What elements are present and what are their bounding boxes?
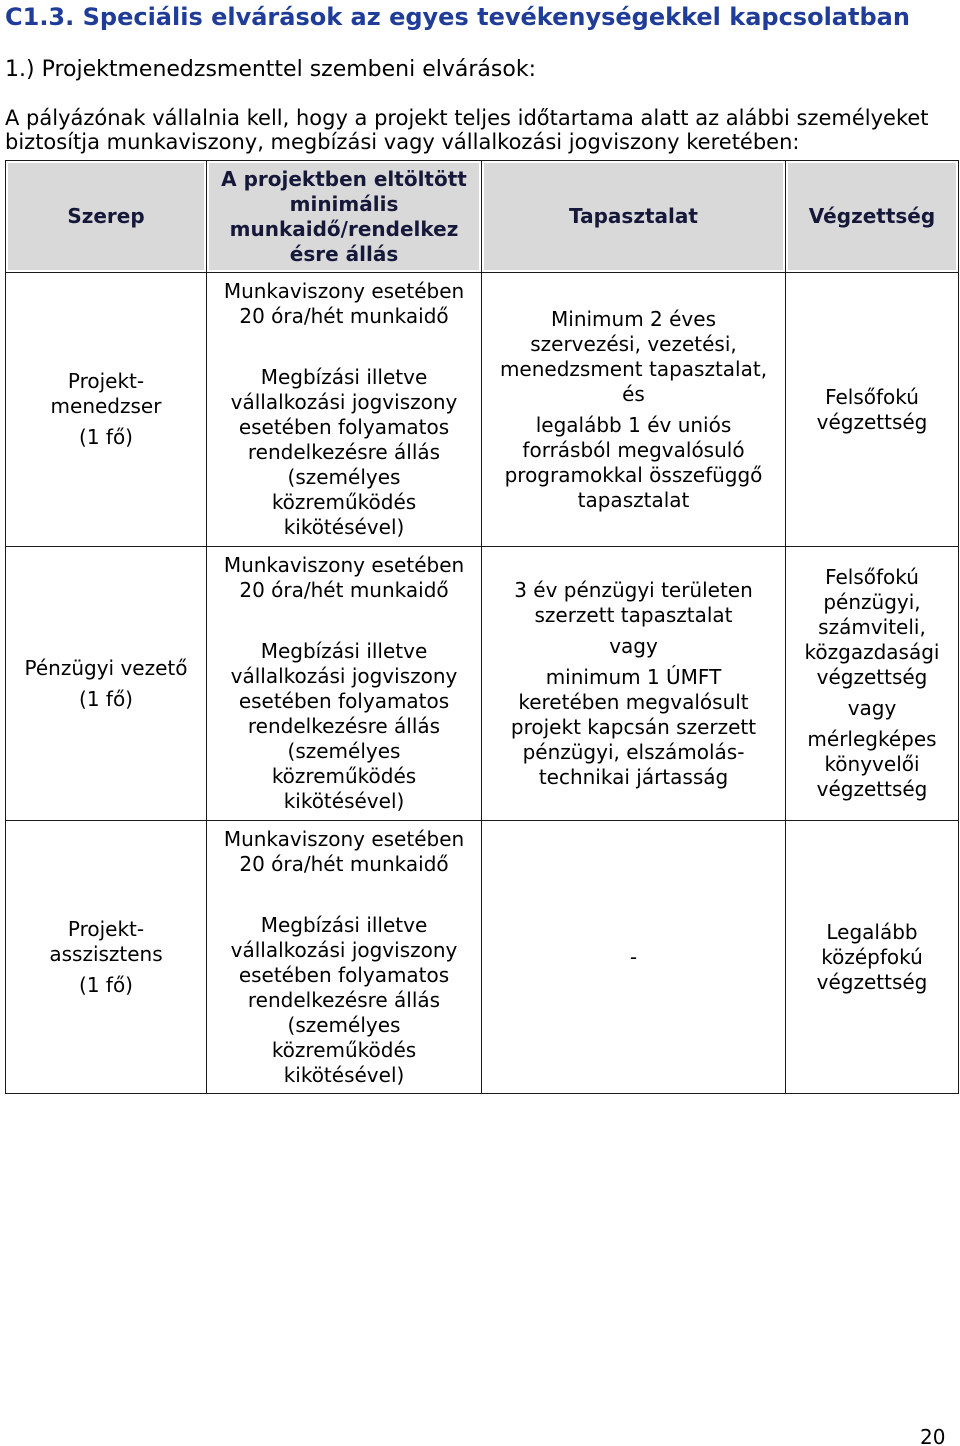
- header-cell-experience: Tapasztalat: [482, 161, 786, 273]
- cell-text: Munkaviszony esetében 20 óra/hét munkaidő: [223, 826, 465, 876]
- cell-text: Minimum 2 éves szervezési, vezetési, menedzsment tapasztalat, és: [499, 306, 768, 406]
- cell-experience: [482, 273, 786, 547]
- cell-text: vagy: [609, 633, 658, 658]
- cell-role: [6, 547, 207, 821]
- cell-text: (1 fő): [79, 425, 133, 449]
- table-row: [6, 547, 959, 821]
- cell-education: [786, 273, 959, 547]
- page-title: C1.3. Speciális elvárások az egyes tevékenységekkel kapcsolatban: [5, 3, 910, 31]
- cell-time: [207, 273, 482, 547]
- section-heading: 1.) Projektmenedzsmenttel szembeni elvárások:: [5, 57, 536, 82]
- cell-time: [207, 547, 482, 821]
- cell-time: [207, 821, 482, 1094]
- cell-education: [786, 547, 959, 821]
- header-cell-time: A projektben eltöltött minimális munkaidő/rendelkez ésre állás: [207, 161, 482, 273]
- table-header-row: [6, 161, 959, 273]
- table-row: [6, 821, 959, 1094]
- cell-education: [786, 821, 959, 1094]
- cell-text: mérlegképes könyvelői végzettség: [807, 727, 937, 801]
- cell-text: minimum 1 ÚMFT keretében megvalósult projekt kapcsán szerzett pénzügyi, elszámolás- technikai jártasság: [510, 664, 757, 789]
- cell-text: legalább 1 év uniós forrásból megvalósuló programokkal összefüggő tapasztalat: [504, 412, 763, 512]
- cell-text: vagy: [847, 696, 897, 720]
- cell-text: Projekt- asszisztens: [49, 916, 163, 966]
- cell-text: Megbízási illetve vállalkozási jogviszony esetében folyamatos rendelkezésre állás (személyes közreműködés kikötésével): [230, 365, 458, 539]
- header-cell-education: Végzettség: [786, 161, 959, 273]
- intro-paragraph: A pályázónak vállalnia kell, hogy a projekt teljes időtartama alatt az alábbi személyeket biztosítja munkaviszony, megbízási vagy vállalkozási jogviszony keretében:: [5, 106, 929, 154]
- cell-text: Felsőfokú pénzügyi, számviteli, közgazdasági végzettség: [804, 565, 940, 689]
- page-number: 20: [920, 1425, 946, 1446]
- cell-text: Munkaviszony esetében 20 óra/hét munkaidő: [223, 553, 465, 602]
- cell-text: (1 fő): [79, 686, 133, 711]
- cell-text: Felsőfokú végzettség: [816, 384, 928, 434]
- cell-experience: [482, 821, 786, 1094]
- cell-role: [6, 821, 207, 1094]
- table-row: [6, 273, 959, 547]
- header-cell-role: Szerep: [6, 161, 207, 273]
- requirements-table: [5, 160, 959, 1094]
- cell-text: Megbízási illetve vállalkozási jogviszony esetében folyamatos rendelkezésre állás (személyes közreműködés kikötésével): [230, 639, 458, 813]
- cell-text: (1 fő): [79, 972, 133, 997]
- cell-text: -: [629, 944, 638, 969]
- cell-role: [6, 273, 207, 547]
- cell-text: Projekt- menedzser: [50, 369, 162, 418]
- cell-text: 3 év pénzügyi területen szerzett tapasztalat: [514, 577, 753, 627]
- cell-text: Munkaviszony esetében 20 óra/hét munkaidő: [223, 279, 465, 328]
- cell-experience: [482, 547, 786, 821]
- cell-text: Megbízási illetve vállalkozási jogviszony esetében folyamatos rendelkezésre állás (személyes közreműködés kikötésével): [230, 912, 458, 1087]
- cell-text: Pénzügyi vezető: [24, 655, 188, 680]
- cell-text: Legalább középfokú végzettség: [816, 919, 928, 994]
